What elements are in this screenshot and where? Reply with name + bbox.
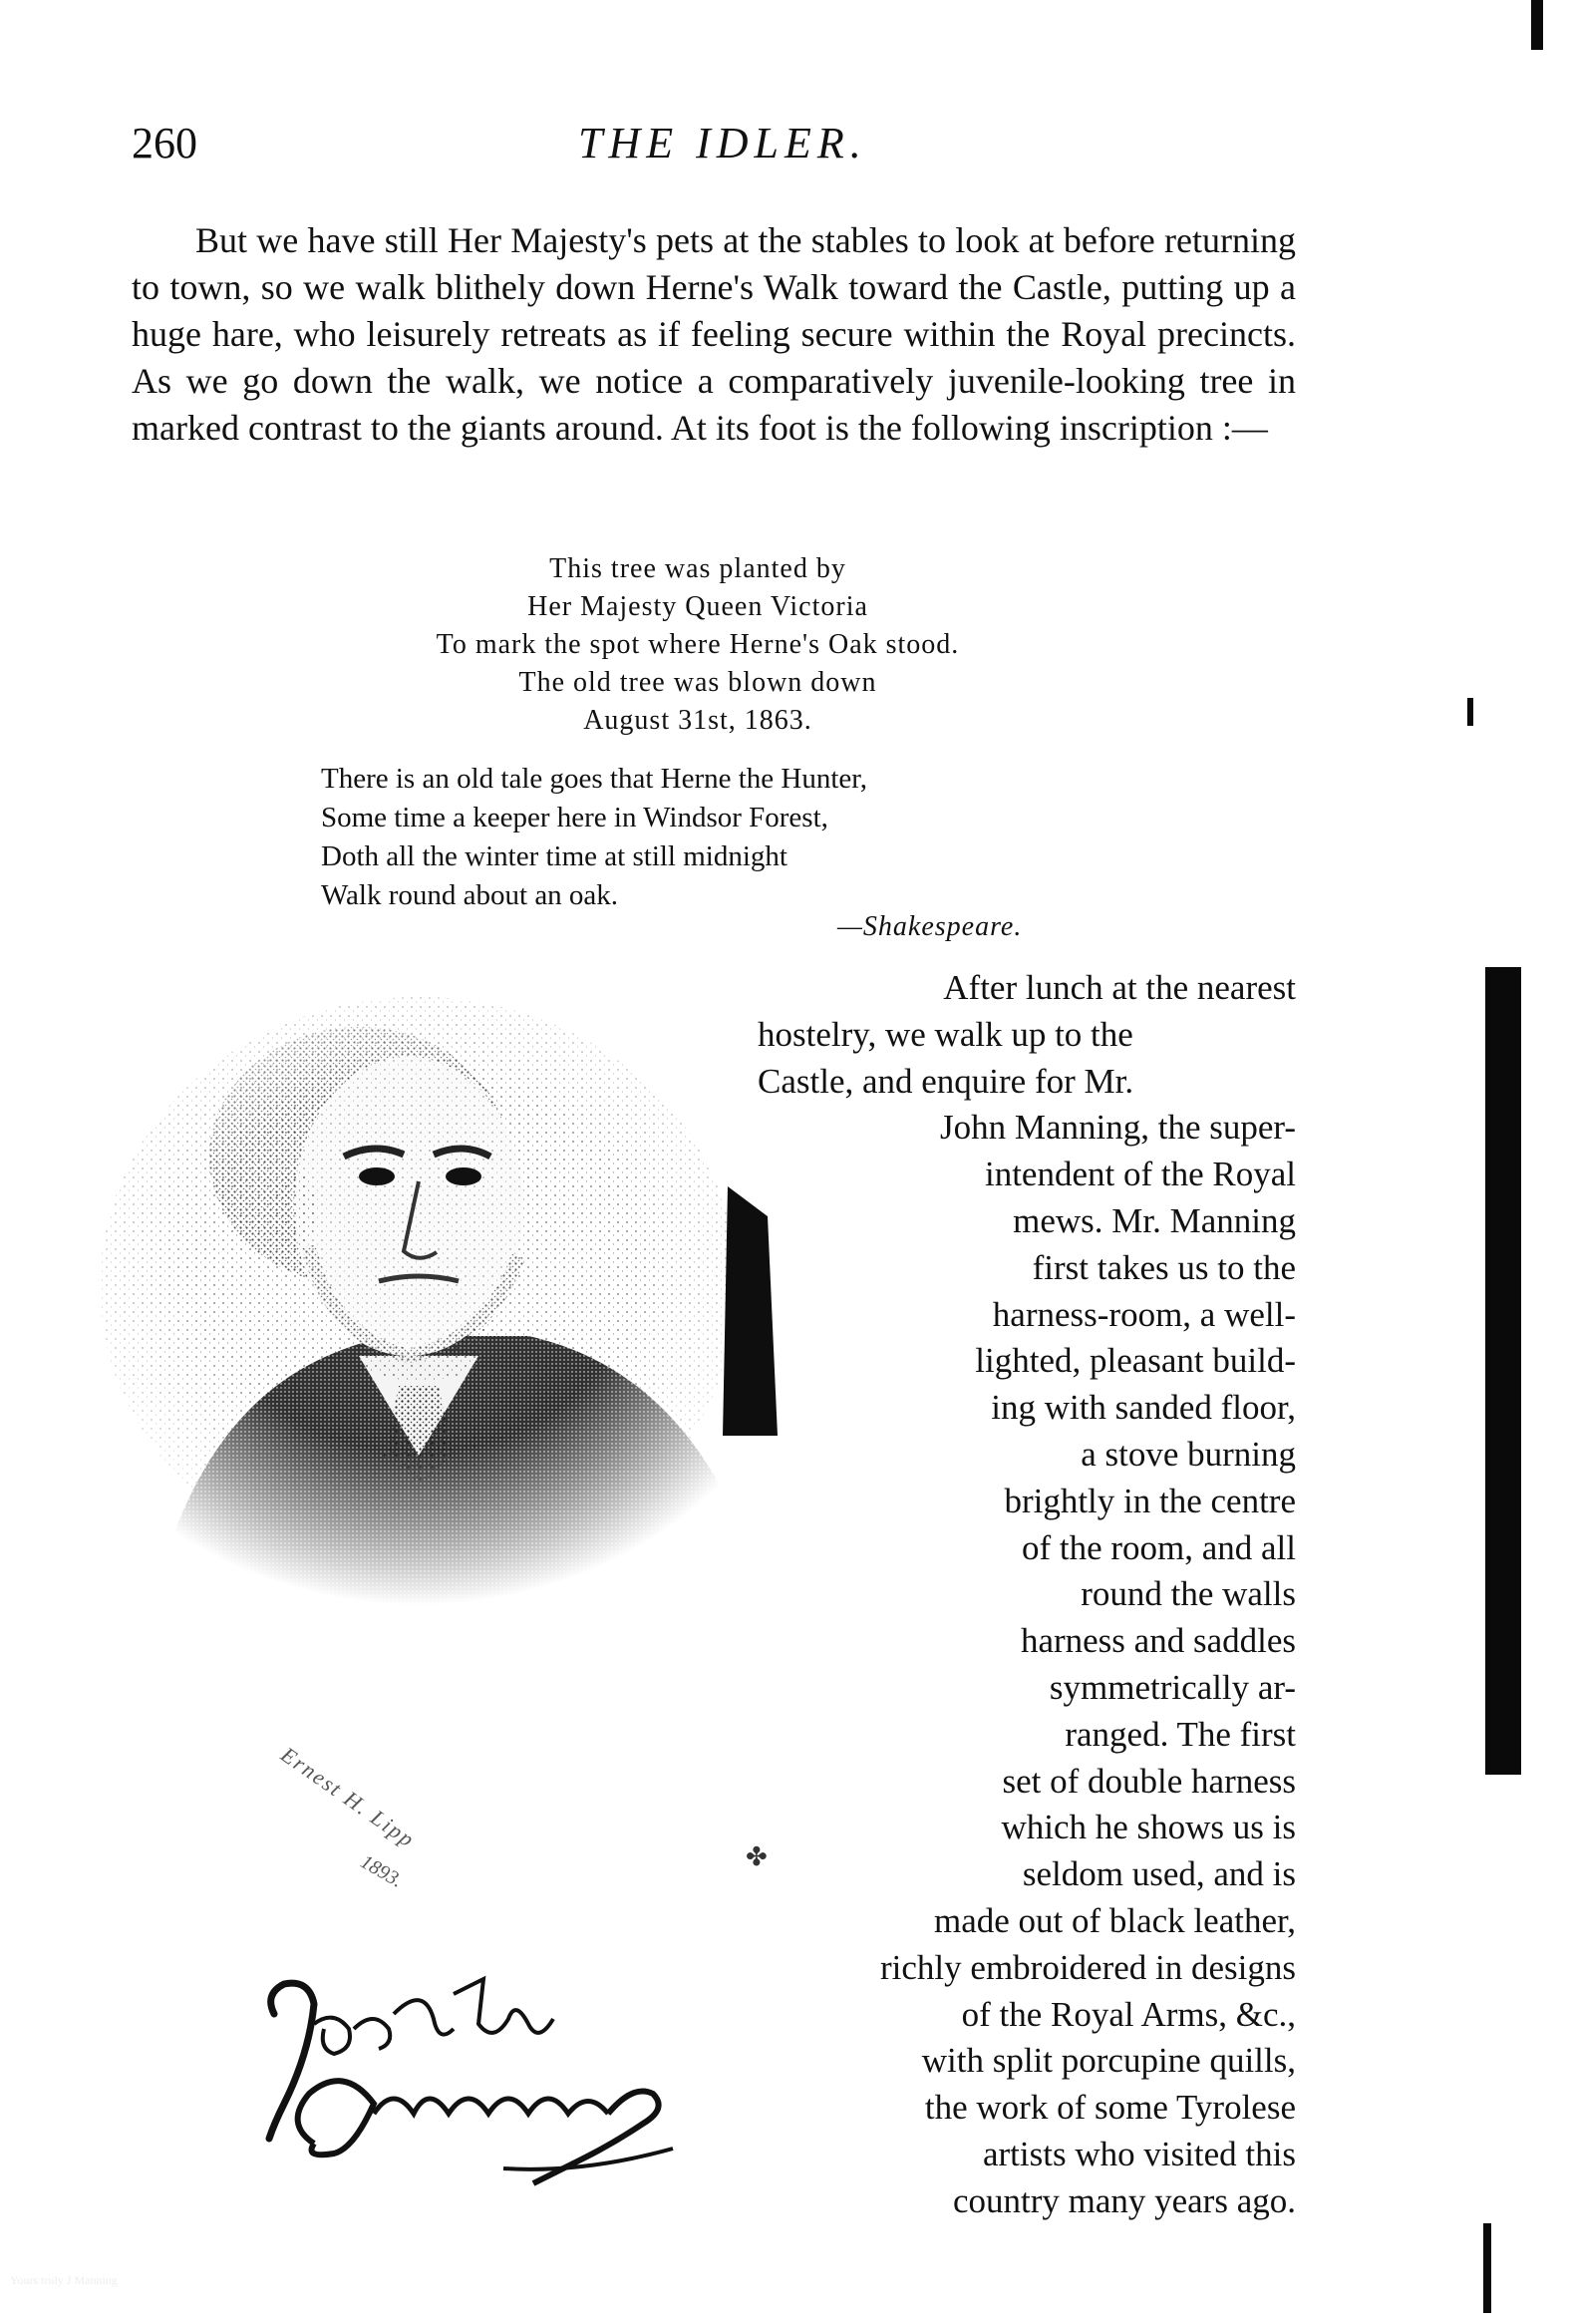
paragraph-text: But we have still Her Majesty's pets at the stables to look at before returning to town, so we walk blithely down Herne's Walk toward the Castle, putting up a huge hare, who leisurely retreats as if feeling secure within the Royal precincts. As we go down the walk, we notice a comparatively juvenile-looking tree in marked contrast to the giants around. At its foot is the following inscription :— [132, 220, 1296, 448]
inscription-line: The old tree was blown down [518, 667, 877, 698]
column-line: intendent of the Royal [984, 1155, 1296, 1194]
engraving-year: 1893. [356, 1850, 407, 1892]
verse-line: There is an old tale goes that Herne the Hunter, [321, 763, 868, 795]
column-line: seldom used, and is [1022, 1854, 1296, 1894]
column-line: mews. Mr. Manning [1013, 1200, 1296, 1240]
column-line: set of double harness [1002, 1761, 1296, 1801]
column-line: artists who visited this [982, 2134, 1296, 2173]
opening-paragraph [132, 217, 1296, 452]
column-line: lighted, pleasant build- [975, 1341, 1296, 1381]
scan-artifact-mark [1531, 0, 1543, 50]
column-line: Castle, and enquire for Mr. [758, 1061, 1134, 1101]
inscription-line: This tree was planted by [549, 553, 846, 584]
autograph-line-1: Yours truly [10, 2273, 64, 2287]
text-column [758, 965, 1296, 2225]
column-line: John Manning, the super- [939, 1108, 1296, 1148]
column-line: hostelry, we walk up to the [758, 1014, 1133, 1054]
column-line: the work of some Tyrolese [924, 2088, 1296, 2128]
page-header [0, 118, 1296, 177]
column-line: harness and saddles [1020, 1621, 1296, 1661]
inscription-line: Her Majesty Queen Victoria [527, 591, 868, 622]
column-line: first takes us to the [1032, 1247, 1296, 1287]
running-title: THE IDLER. [578, 119, 867, 167]
ornament-icon: ✤ [746, 1842, 768, 1871]
inscription-line: August 31st, 1863. [583, 705, 812, 736]
scan-artifact-bar [1485, 967, 1521, 1775]
column-line: made out of black leather, [933, 1900, 1296, 1940]
verse-line: Walk round about an oak. [321, 879, 619, 911]
column-line: ranged. The first [1065, 1714, 1296, 1754]
verse-line: Some time a keeper here in Windsor Forest, [321, 802, 828, 833]
column-line: country many years ago. [952, 2180, 1296, 2220]
page-number: 260 [132, 119, 197, 167]
inscription-line: To mark the spot where Herne's Oak stood. [436, 629, 960, 660]
column-line: round the walls [1081, 1574, 1296, 1614]
scan-artifact-mark [1467, 698, 1473, 726]
portrait-engraving [60, 987, 778, 1605]
column-line: brightly in the centre [1004, 1481, 1296, 1520]
shakespeare-verse [321, 760, 867, 915]
autograph-transcription [10, 2273, 118, 2288]
column-line: symmetrically ar- [1049, 1667, 1296, 1707]
column-line: ing with sanded floor, [991, 1388, 1296, 1428]
column-line: of the Royal Arms, &c., [961, 1994, 1296, 2034]
engraver-signature: Ernest H. Lipp [276, 1741, 421, 1853]
scan-artifact-mark [1483, 2223, 1491, 2313]
verse-attribution: —Shakespeare. [837, 911, 1023, 942]
column-line: of the room, and all [1021, 1527, 1296, 1567]
column-line: harness-room, a well- [992, 1294, 1296, 1334]
column-line: a stove burning [1081, 1434, 1296, 1474]
tree-inscription [249, 550, 1146, 740]
autograph-line-2: J Manning [66, 2273, 118, 2287]
verse-line: Doth all the winter time at still midnight [321, 840, 787, 872]
column-line: After lunch at the nearest [943, 968, 1296, 1007]
manning-autograph [254, 1974, 693, 2193]
column-line: richly embroidered in designs [880, 1947, 1296, 1987]
column-line: which he shows us is [1001, 1808, 1296, 1847]
column-line: with split porcupine quills, [921, 2041, 1296, 2081]
